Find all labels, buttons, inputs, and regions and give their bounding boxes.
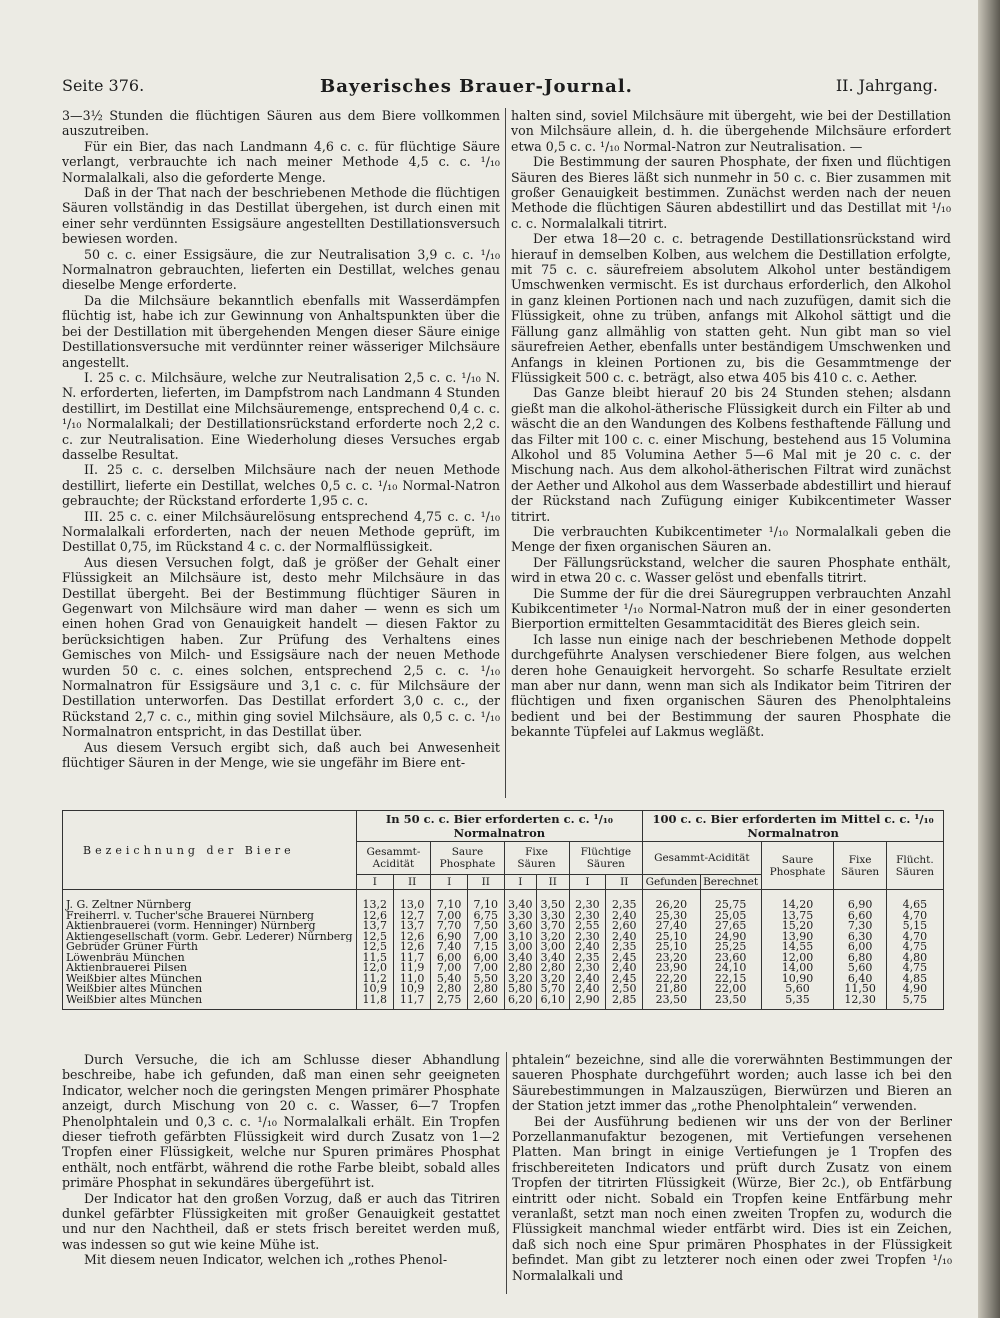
table-cell: 13,7 [356,921,393,932]
table-cell: 10,9 [393,984,430,995]
table-cell: 2,60 [606,921,643,932]
table-cell: 25,05 [700,911,761,922]
table-cell: 4,75 [886,963,943,974]
table-cell: 22,00 [700,984,761,995]
table-cell: 7,50 [467,921,504,932]
beer-name: Aktienbrauerei Pilsen [63,963,357,974]
table-cell: 6,20 [504,995,536,1010]
table-cell: 21,80 [643,984,700,995]
roman-header: II [467,875,504,890]
table-cell: 6,00 [467,953,504,964]
table-cell: 2,40 [569,984,606,995]
table-cell: 23,50 [643,995,700,1010]
table-cell: 24,90 [700,932,761,943]
col-header: Gesammt-Acidität [356,842,431,875]
table-cell: 7,00 [467,963,504,974]
table-cell: 7,70 [431,921,468,932]
table-cell: 5,35 [761,995,834,1010]
table-cell: 13,2 [356,890,393,911]
beer-name: Weißbier altes München [63,984,357,995]
table-cell: 5,75 [886,995,943,1010]
table-cell: 2,45 [606,974,643,985]
paragraph: Mit diesem neuen Indicator, welchen ich „rothes Phenol- [84,1252,448,1268]
table-cell: 24,10 [700,963,761,974]
table-cell: 6,10 [537,995,569,1010]
table-cell: 6,00 [834,942,886,953]
table-cell: 4,70 [886,911,943,922]
table-body [63,890,944,1010]
table-cell: 3,40 [504,953,536,964]
table-cell: 2,35 [569,953,606,964]
table-cell: 7,15 [467,942,504,953]
table-row [63,890,944,911]
table-cell: 3,50 [537,890,569,911]
table-cell: 27,40 [643,921,700,932]
paragraph: Die verbrauchten Kubikcentimeter ¹/₁₀ Normalalkali geben die Menge der fixen organischen Säuren an. [511,523,951,555]
table-cell: 2,55 [569,921,606,932]
table-cell: 3,40 [504,890,536,911]
table-cell: 2,45 [606,953,643,964]
table-cell: 3,70 [537,921,569,932]
table-row [63,995,944,1010]
beer-name: J. G. Zeltner Nürnberg [63,890,357,911]
table-cell: 14,20 [761,890,834,911]
table-cell: 7,10 [467,890,504,911]
table-cell: 5,60 [834,963,886,974]
paragraph: phtalein“ bezeichne, sind alle die vorerwähnten Bestimmungen der saueren Phosphate durchgeführt worden; auch lasse ich bei den Säurebestimmungen in Malzauszügen, Bierwürzen und Bieren an der Station jetzt immer das „rothe Phenolphtalein“ verwenden. [512,1052,952,1114]
table-cell: 11,9 [393,963,430,974]
table-cell: 2,50 [606,984,643,995]
table-cell: 3,20 [537,974,569,985]
table-cell: 23,50 [700,995,761,1010]
table-cell: 4,80 [886,953,943,964]
paragraph: II. 25 c. c. derselben Milchsäure nach der neuen Methode destillirt, lieferte ein Destillat, welches 0,5 c. c. ¹/₁₀ Normal-Natron gebrauchte; der Rückstand erforderte 1,95 c. c. [62,462,500,509]
table-cell: 3,00 [537,942,569,953]
table-cell: 6,75 [467,911,504,922]
table-cell: 12,00 [761,953,834,964]
table-cell: 12,0 [356,963,393,974]
table-cell: 2,40 [606,932,643,943]
group-header-50cc: In 50 c. c. Bier erforderten c. c. ¹/₁₀ Normalnatron [356,811,643,842]
table-cell: 10,90 [761,974,834,985]
col-header: Flüchtige Säuren [569,842,643,875]
paragraph: Ich lasse nun einige nach der beschriebenen Methode doppelt durchgeführte Analysen verschiedener Biere folgen, aus welchen deren hohe Genauigkeit hervorgeht. So scharfe Resultate erzielt man aber nur dann, wenn man sich als Indikator beim Titriren der flüchtigen und fixen organischen Säuren des Phenolphtaleins bedient und bei der Bestimmung der sauren Phosphate die bekannte Tüpfelei auf Lakmus wegläßt. [511,631,951,740]
table-cell: 25,30 [643,911,700,922]
table-cell: 11,7 [393,995,430,1010]
beer-name: Freiherrl. v. Tucher'sche Brauerei Nürnberg [63,911,357,922]
table-cell: 3,20 [504,974,536,985]
table-cell: 25,75 [700,890,761,911]
column-divider [505,108,506,798]
table-cell: 23,20 [643,953,700,964]
table-cell: 12,30 [834,995,886,1010]
paragraph: Da die Milchsäure bekanntlich ebenfalls mit Wasserdämpfen flüchtig ist, habe ich zur Gewinnung von Anhaltspunkten über die bei der Destillation mit übergehenden Mengen dieser Säure einige Destillationsversuche mit verdünnter reiner wässeriger Milchsäure angestellt. [62,292,500,370]
col-header: Saure Phosphate [761,842,834,890]
paragraph: I. 25 c. c. Milchsäure, welche zur Neutralisation 2,5 c. c. ¹/₁₀ N. N. erforderten, lieferten, im Dampfstrom nach Landmann 4 Stunden destillirt, im Destillat eine Milchsäuremenge, entsprechend 0,4 c. c. ¹/₁₀ Normalalkali; der Destillationsrückstand erforderte noch 2,2 c. c. zur Neutralisation. Eine Wiederholung dieses Versuches ergab dasselbe Resultat. [62,369,500,462]
table-cell: 25,25 [700,942,761,953]
table-cell: 2,90 [569,995,606,1010]
table-cell: 2,80 [537,963,569,974]
roman-header: I [356,875,393,890]
page-number: Seite 376. [62,76,145,95]
row-header: Bezeichnung der Biere [63,811,357,890]
table-cell: 2,85 [606,995,643,1010]
col-header: Saure Phosphate [431,842,504,875]
paragraph: halten sind, soviel Milchsäure mit übergeht, wie bei der Destillation von Milchsäure allein, d. h. die übergehende Milchsäure erfordert etwa 0,5 c. c. ¹/₁₀ Normal-Natron zur Neutralisation. — [511,108,951,154]
col-header: Fixe Säuren [504,842,569,875]
paragraph: Aus diesem Versuch ergibt sich, daß auch bei Anwesenheit flüchtiger Säuren in der Menge, wie sie ungefähr im Biere ent- [62,739,500,771]
beer-name: Gebrüder Grüner Fürth [63,942,357,953]
col-header: Flücht. Säuren [886,842,943,890]
bottom-left-column [62,1052,500,1297]
table-cell: 6,00 [431,953,468,964]
table-cell: 2,80 [467,984,504,995]
paragraph: 3—3½ Stunden die flüchtigen Säuren aus dem Biere vollkommen auszutreiben. [62,108,500,139]
roman-header: I [504,875,536,890]
journal-title: Bayerisches Brauer-Journal. [320,76,633,97]
table-cell: 25,10 [643,932,700,943]
table-cell: 22,20 [643,974,700,985]
table-cell: 2,30 [569,890,606,911]
table-cell: 6,90 [834,890,886,911]
table-cell: 22,15 [700,974,761,985]
table-cell: 5,15 [886,921,943,932]
left-column [62,108,500,798]
paragraph: Der Indicator hat den großen Vorzug, daß er auch das Titriren dunkel gefärbter Flüssigkeiten mit großer Genauigkeit gestattet und nur den Nachtheil, daß er stets frisch bereitet werden muß, was indessen so gut wie keine Mühe ist. [62,1190,500,1252]
paragraph: 50 c. c. einer Essigsäure, die zur Neutralisation 3,9 c. c. ¹/₁₀ Normalnatron gebrauchten, lieferten ein Destillat, welches genau dieselbe Menge erforderte. [62,246,500,293]
roman-header: II [537,875,569,890]
table-cell: 11,5 [356,953,393,964]
table-cell: 12,7 [393,911,430,922]
table-cell: 6,30 [834,932,886,943]
sub-header: Gefunden [643,875,700,890]
table-cell: 4,75 [886,942,943,953]
roman-header: I [569,875,606,890]
paragraph: Bei der Ausführung bedienen wir uns der von der Berliner Porzellanmanufaktur bezogenen, mit Vertiefungen versehenen Platten. Man bringt in einige Vertiefungen je 1 Tropfen des frischbereiteten Indicators und prüft durch Zusatz von einem Tropfen der titrirten Flüssigkeit (Würze, Bier 2c.), ob Entfärbung eintritt oder nicht. Sobald ein Tropfen keine Entfärbung mehr veranlaßt, setzt man noch einen zweiten Tropfen zu, wodurch die Flüssigkeit manchmal wieder entfärbt wird. Dies ist ein Zeichen, daß sich noch eine Spur primären Phosphates in der Flüssigkeit befindet. Man gibt zu letzterer noch einen oder zwei Tropfen ¹/₁₀ Normalalkali und [512,1113,952,1283]
paragraph: III. 25 c. c. einer Milchsäurelösung entsprechend 4,75 c. c. ¹/₁₀ Normalalkali erforderten, nach der neuen Methode geprüft, im Destillat 0,75, im Rückstand 4 c. c. der Normalflüssigkeit. [62,508,500,555]
bottom-right-column [512,1052,952,1297]
table-cell: 3,40 [537,953,569,964]
table-cell: 5,60 [761,984,834,995]
paragraph: Für ein Bier, das nach Landmann 4,6 c. c. für flüchtige Säure verlangt, verbrauchte ich nach meiner Methode 4,5 c. c. ¹/₁₀ Normalalkali, also die geforderte Menge. [62,138,500,185]
roman-header: II [606,875,643,890]
table-row [63,974,944,985]
table-cell: 2,40 [569,942,606,953]
table-cell: 12,6 [356,911,393,922]
group-header-100cc: 100 c. c. Bier erforderten im Mittel c. c. ¹/₁₀ Normalnatron [643,811,944,842]
table-cell: 7,00 [431,963,468,974]
beer-name: Löwenbräu München [63,953,357,964]
table-cell: 2,75 [431,995,468,1010]
paragraph: Der Fällungsrückstand, welcher die sauren Phosphate enthält, wird in etwa 20 c. c. Wasser gelöst und ebenfalls titrirt. [511,554,951,586]
table-cell: 6,60 [834,911,886,922]
table-cell: 2,35 [606,942,643,953]
table-cell: 4,85 [886,974,943,985]
table-cell: 2,35 [606,890,643,911]
paragraph: Der etwa 18—20 c. c. betragende Destillationsrückstand wird hierauf in demselben Kolben, aus welchem die Destillation erfolgte, mit 75 c. c. säurefreiem absolutem Alkohol unter beständigem Umschwenken vermischt. Es ist durchaus erforderlich, den Alkohol in ganz kleinen Portionen nach und nach zuzufügen, damit sich die Flüssigkeit, ohne zu trüben, anfangs mit Alkohol sättigt und die Fällung ganz allmählig von statten geht. Nun gibt man so viel säurefreien Aether, ebenfalls unter beständigem Umschwenken und Anfangs in kleinen Portionen zu, bis die Gesammtmenge der Flüssigkeit 500 c. c. beträgt, also etwa 405 bis 410 c. c. Aether. [511,231,951,385]
table-cell: 27,65 [700,921,761,932]
table-cell: 5,70 [537,984,569,995]
table-cell: 2,30 [569,932,606,943]
table-cell: 23,60 [700,953,761,964]
table-cell: 23,90 [643,963,700,974]
table-cell: 4,90 [886,984,943,995]
table-cell: 2,80 [504,963,536,974]
table-cell: 2,60 [467,995,504,1010]
table-cell: 15,20 [761,921,834,932]
table-cell: 14,55 [761,942,834,953]
table-row [63,984,944,995]
beer-name: Aktiengesellschaft (vorm. Gebr. Lederer) Nürnberg [63,932,357,943]
table-cell: 14,00 [761,963,834,974]
table-cell: 11,7 [393,953,430,964]
beer-name: Aktienbrauerei (vorm. Henninger) Nürnberg [63,921,357,932]
table-cell: 7,40 [431,942,468,953]
paragraph: Durch Versuche, die ich am Schlusse dieser Abhandlung beschreibe, habe ich gefunden, daß man einen sehr geeigneten Indicator, welcher noch die geringsten Mengen primärer Phosphate anzeigt, durch Mischung von 20 c. c. Wasser, 6—7 Tropfen Phenolphtalein und 0,3 c. c. ¹/₁₀ Normalalkali erhält. Ein Tropfen dieser tiefroth gefärbten Flüssigkeit wird durch Zusatz von 1—2 Tropfen einer Flüssigkeit, welche nur Spuren primäres Phosphat enthält, noch entfärbt, während die rothe Farbe bleibt, sobald alles primäre Phosphat in sekundäres übergeführt ist. [62,1052,500,1191]
table-cell: 2,40 [606,963,643,974]
table-cell: 2,30 [569,963,606,974]
col-header: Fixe Säuren [834,842,886,890]
paragraph: Daß in der That nach der beschriebenen Methode die flüchtigen Säuren vollständig in das Destillat übergehen, ist durch einen mit einer sehr verdünnten Essigsäure angestellten Destillationsversuch bewiesen worden. [62,185,500,247]
table-cell: 3,30 [504,911,536,922]
table-cell: 6,90 [431,932,468,943]
table-cell: 5,40 [431,974,468,985]
table-cell: 12,6 [393,942,430,953]
table-cell: 3,10 [504,932,536,943]
beer-name: Weißbier altes München [63,974,357,985]
table-cell: 3,00 [504,942,536,953]
volume-label: II. Jahrgang. [835,76,938,95]
table-cell: 6,80 [834,953,886,964]
table-cell: 11,8 [356,995,393,1010]
table-cell: 4,70 [886,932,943,943]
table-cell: 11,2 [356,974,393,985]
paragraph: Die Summe der für die drei Säuregruppen verbrauchten Anzahl Kubikcentimeter ¹/₁₀ Normal-Natron muß der in einer gesonderten Bierportion ermittelten Gesammtacidität des Bieres gleich sein. [511,585,951,632]
table-cell: 2,80 [431,984,468,995]
table-cell: 13,90 [761,932,834,943]
table-cell: 6,40 [834,974,886,985]
table-cell: 11,50 [834,984,886,995]
paragraph: Die Bestimmung der sauren Phosphate, der fixen und flüchtigen Säuren des Bieres läßt sich nunmehr in 50 c. c. Bier zusammen mit großer Genauigkeit bestimmen. Zunächst werden nach der neuen Methode die flüchtigen Säuren abdestillirt und das Destillat mit ¹/₁₀ c. c. Normalalkali titrirt. [511,154,951,231]
roman-header: II [393,875,430,890]
table-cell: 26,20 [643,890,700,911]
table-cell: 12,5 [356,932,393,943]
table-cell: 7,10 [431,890,468,911]
table-cell: 2,40 [606,911,643,922]
column-divider [506,1052,507,1294]
beer-name: Weißbier altes München [63,995,357,1010]
table-cell: 12,6 [393,932,430,943]
col-header: Gesammt-Acidität [643,842,761,875]
table-cell: 7,30 [834,921,886,932]
beer-acidity-table [62,810,944,1010]
table-cell: 2,30 [569,911,606,922]
table-cell: 7,00 [467,932,504,943]
table-cell: 3,20 [537,932,569,943]
table-cell: 5,80 [504,984,536,995]
table-cell: 7,00 [431,911,468,922]
table-cell: 4,65 [886,890,943,911]
table-cell: 3,60 [504,921,536,932]
paragraph: Das Ganze bleibt hierauf 20 bis 24 Stunden stehen; alsdann gießt man die alkohol-ätherische Flüssigkeit durch ein Filter ab und wäscht die an den Wandungen des Kolbens festhaftende Fällung und das Filter mit 100 c. c. einer Mischung, bestehend aus 15 Volumina Alkohol und 85 Volumina Aether 5—6 Mal mit je 20 c. c. der Mischung nach. Aus dem alkohol-ätherischen Filtrat wird zunächst der Aether und Alkohol aus dem Wasserbade abdestillirt und hierauf der Rückstand nach Zufügung einiger Kubikcentimeter Wasser titrirt. [511,385,951,524]
roman-header: I [431,875,468,890]
table-cell: 12,5 [356,942,393,953]
table-cell: 5,50 [467,974,504,985]
table-cell: 25,10 [643,942,700,953]
table-cell: 3,30 [537,911,569,922]
table-cell: 10,9 [356,984,393,995]
table-cell: 13,75 [761,911,834,922]
table-cell: 2,40 [569,974,606,985]
sub-header: Berechnet [700,875,761,890]
table-cell: 11,0 [393,974,430,985]
paragraph: Aus diesen Versuchen folgt, daß je größer der Gehalt einer Flüssigkeit an Milchsäure ist, desto mehr Milchsäure in das Destillat übergeht. Bei der Bestimmung flüchtiger Säuren in Gegenwart von Milchsäure wird man daher — wenn es sich um einen hohen Grad von Genauigkeit handelt — diesen Faktor zu berücksichtigen haben. Zur Prüfung des Verhaltens eines Gemisches von Milch- und Essigsäure nach der neuen Methode wurden 50 c. c. eines solchen, entsprechend 2,5 c. c. ¹/₁₀ Normalnatron für Essigsäure und 3,1 c. c. für Milchsäure der Destillation unterworfen. Das Destillat erfordert 3,0 c. c., der Rückstand 2,7 c. c., mithin ging soviel Milchsäure, als 0,5 c. c. ¹/₁₀ Normalnatron entspricht, in das Destillat über. [62,554,500,740]
table-cell: 13,0 [393,890,430,911]
right-column [511,108,951,798]
table-cell: 13,7 [393,921,430,932]
